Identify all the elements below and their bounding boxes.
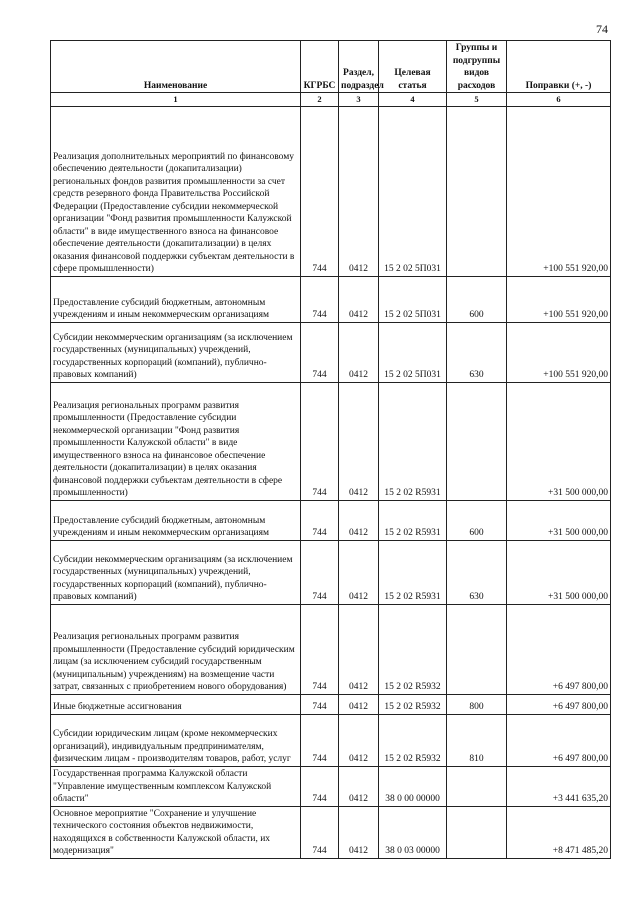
row-group xyxy=(447,382,507,500)
row-target: 15 2 02 R5932 xyxy=(379,604,447,694)
row-name: Государственная программа Калужской области "Управление имущественным комплексом Калужской области" xyxy=(51,766,301,806)
table-row xyxy=(51,276,611,322)
column-number-row xyxy=(51,93,611,107)
row-kgrbs: 744 xyxy=(301,540,339,604)
row-section: 0412 xyxy=(339,604,379,694)
row-name: Субсидии некоммерческим организациям (за исключением государственных (муниципальных) учреждений, государственных корпораций (компаний), публично-правовых компаний) xyxy=(51,322,301,382)
row-amount: +6 497 800,00 xyxy=(507,604,611,694)
row-kgrbs: 744 xyxy=(301,276,339,322)
row-section: 0412 xyxy=(339,382,379,500)
row-amount: +6 497 800,00 xyxy=(507,714,611,766)
table-row xyxy=(51,322,611,382)
header-groups: Группы и подгруппы видов расходов xyxy=(447,41,507,93)
col-number: 2 xyxy=(301,93,339,107)
row-section: 0412 xyxy=(339,322,379,382)
row-section: 0412 xyxy=(339,540,379,604)
row-section: 0412 xyxy=(339,276,379,322)
row-target: 15 2 02 R5932 xyxy=(379,694,447,714)
row-target: 15 2 02 R5931 xyxy=(379,540,447,604)
row-target: 15 2 02 5П031 xyxy=(379,276,447,322)
header-section: Раздел, подраздел xyxy=(339,41,379,93)
row-target: 38 0 00 00000 xyxy=(379,766,447,806)
row-name: Основное мероприятие "Сохранение и улучшение технического состояния объектов недвижимости, находящихся в собственности Калужской области, их модернизация" xyxy=(51,806,301,858)
table-row xyxy=(51,806,611,858)
col-number: 6 xyxy=(507,93,611,107)
row-target: 15 2 02 5П031 xyxy=(379,322,447,382)
table-row xyxy=(51,604,611,694)
row-group: 630 xyxy=(447,540,507,604)
row-amount: +100 551 920,00 xyxy=(507,322,611,382)
table-row xyxy=(51,500,611,540)
row-name: Реализация дополнительных мероприятий по финансовому обеспечению деятельности (докапитализации) региональных фондов развития промышленности за счет средств резервного фонда Правительства Российской Федерации (Предоставление субсидии некоммерческой организации "Фонд развития промышленности Калужской области" в виде имущественного взноса на финансовое обеспечение деятельности (докапитализации) в целях оказания финансовой поддержки субъектам деятельности в сфере промышленности) xyxy=(51,106,301,276)
table-row xyxy=(51,714,611,766)
row-amount: +31 500 000,00 xyxy=(507,500,611,540)
row-section: 0412 xyxy=(339,806,379,858)
page-number: 74 xyxy=(596,22,608,36)
row-amount: +31 500 000,00 xyxy=(507,540,611,604)
row-section: 0412 xyxy=(339,714,379,766)
header-row xyxy=(51,41,611,93)
row-amount: +6 497 800,00 xyxy=(507,694,611,714)
header-target: Целевая статья xyxy=(379,41,447,93)
row-group: 810 xyxy=(447,714,507,766)
row-group: 800 xyxy=(447,694,507,714)
row-group xyxy=(447,604,507,694)
table-row xyxy=(51,382,611,500)
row-amount: +31 500 000,00 xyxy=(507,382,611,500)
header-name: Наименование xyxy=(51,41,301,93)
row-target: 38 0 03 00000 xyxy=(379,806,447,858)
header-amendments: Поправки (+, -) xyxy=(507,41,611,93)
row-kgrbs: 744 xyxy=(301,766,339,806)
row-section: 0412 xyxy=(339,500,379,540)
row-name: Предоставление субсидий бюджетным, автономным учреждениям и иным некоммерческим организациям xyxy=(51,276,301,322)
row-group xyxy=(447,766,507,806)
row-target: 15 2 02 R5931 xyxy=(379,382,447,500)
row-target: 15 2 02 R5931 xyxy=(379,500,447,540)
row-kgrbs: 744 xyxy=(301,106,339,276)
row-kgrbs: 744 xyxy=(301,604,339,694)
row-name: Субсидии юридическим лицам (кроме некоммерческих организаций), индивидуальным предпринимателям, физическим лицам - производителям товаров, работ, услуг xyxy=(51,714,301,766)
row-kgrbs: 744 xyxy=(301,382,339,500)
row-kgrbs: 744 xyxy=(301,322,339,382)
col-number: 4 xyxy=(379,93,447,107)
budget-table xyxy=(50,40,611,859)
row-section: 0412 xyxy=(339,766,379,806)
table-row xyxy=(51,106,611,276)
row-target: 15 2 02 5П031 xyxy=(379,106,447,276)
row-kgrbs: 744 xyxy=(301,714,339,766)
row-amount: +3 441 635,20 xyxy=(507,766,611,806)
row-group: 630 xyxy=(447,322,507,382)
row-name: Предоставление субсидий бюджетным, автономным учреждениям и иным некоммерческим организациям xyxy=(51,500,301,540)
row-name: Иные бюджетные ассигнования xyxy=(51,694,301,714)
row-section: 0412 xyxy=(339,106,379,276)
row-kgrbs: 744 xyxy=(301,806,339,858)
row-name: Субсидии некоммерческим организациям (за исключением государственных (муниципальных) учреждений, государственных корпораций (компаний), публично-правовых компаний) xyxy=(51,540,301,604)
row-kgrbs: 744 xyxy=(301,694,339,714)
row-group xyxy=(447,106,507,276)
col-number: 5 xyxy=(447,93,507,107)
row-target: 15 2 02 R5932 xyxy=(379,714,447,766)
row-amount: +100 551 920,00 xyxy=(507,276,611,322)
table-row xyxy=(51,540,611,604)
col-number: 3 xyxy=(339,93,379,107)
row-group: 600 xyxy=(447,276,507,322)
table-row xyxy=(51,766,611,806)
row-kgrbs: 744 xyxy=(301,500,339,540)
row-section: 0412 xyxy=(339,694,379,714)
col-number: 1 xyxy=(51,93,301,107)
row-name: Реализация региональных программ развития промышленности (Предоставление субсидий юридическим лицам (за исключением субсидий государственным (муниципальным) учреждениям) на возмещение части затрат, связанных с приобретением нового оборудования) xyxy=(51,604,301,694)
row-group xyxy=(447,806,507,858)
row-amount: +100 551 920,00 xyxy=(507,106,611,276)
header-kgrbs: КГРБС xyxy=(301,41,339,93)
row-group: 600 xyxy=(447,500,507,540)
row-amount: +8 471 485,20 xyxy=(507,806,611,858)
row-name: Реализация региональных программ развития промышленности (Предоставление субсидии некоммерческой организации "Фонд развития промышленности Калужской области" в виде имущественного взноса на финансовое обеспечение деятельности (докапитализации) в целях оказания финансовой поддержки субъектам деятельности в сфере промышленности) xyxy=(51,382,301,500)
table-row xyxy=(51,694,611,714)
